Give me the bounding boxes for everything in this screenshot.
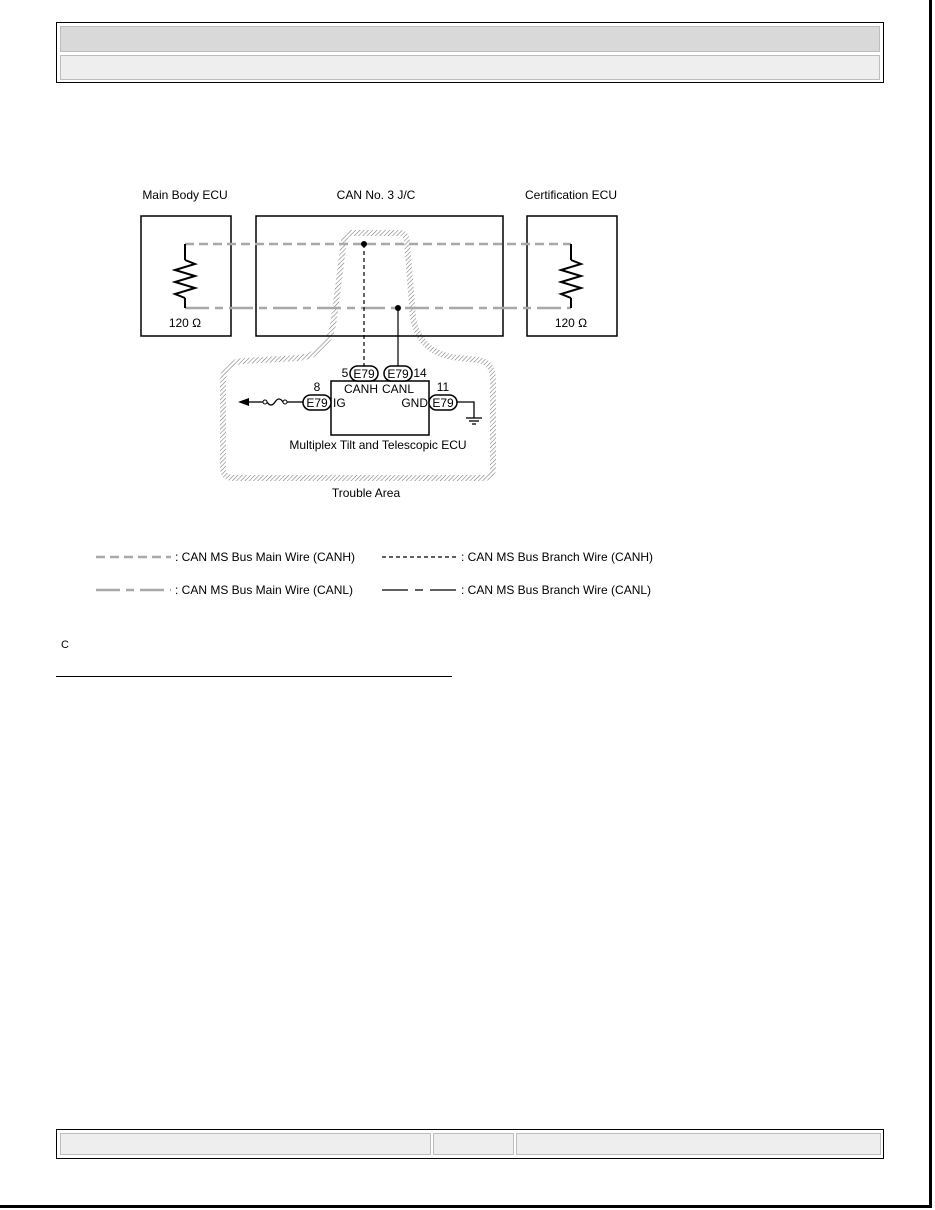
footer-right-cell <box>516 1133 881 1155</box>
svg-text:E79: E79 <box>353 367 375 381</box>
legend <box>96 550 653 597</box>
can-jc-label: CAN No. 3 J/C <box>336 188 416 202</box>
main-body-ecu-label: Main Body ECU <box>142 188 228 202</box>
page-footer <box>56 1129 884 1159</box>
pin-canh: 5 <box>341 366 349 380</box>
pin-gnd: 11 <box>436 380 450 394</box>
right-resistor-value: 120 Ω <box>554 316 588 330</box>
connector-ig <box>303 395 331 410</box>
svg-text:E79: E79 <box>432 396 454 410</box>
pin-canl: 14 <box>413 366 427 380</box>
legend-canh-branch-label: : CAN MS Bus Branch Wire (CANH) <box>461 550 654 564</box>
svg-text:E79: E79 <box>387 367 409 381</box>
canh-terminal-label: CANH <box>343 382 379 396</box>
legend-canh-main-label: : CAN MS Bus Main Wire (CANH) <box>175 550 356 564</box>
connector-canh <box>350 366 378 381</box>
left-resistor-value: 120 Ω <box>168 316 202 330</box>
gnd-terminal-label: GND <box>401 396 428 410</box>
legend-canl-branch-label: : CAN MS Bus Branch Wire (CANL) <box>461 583 652 597</box>
figure-code: C <box>61 639 69 651</box>
ig-terminal-label: IG <box>333 396 346 410</box>
connector-gnd <box>429 395 457 410</box>
ig-supply-wire <box>238 398 303 406</box>
footer-middle-cell <box>433 1133 514 1155</box>
left-resistor <box>175 244 195 308</box>
ecu-name-label: Multiplex Tilt and Telescopic ECU <box>289 438 467 452</box>
pin-ig: 8 <box>313 380 321 394</box>
trouble-area-label: Trouble Area <box>331 486 401 500</box>
ground-icon <box>457 402 482 424</box>
certification-ecu-label: Certification ECU <box>524 188 618 202</box>
connector-canl <box>384 366 412 381</box>
canl-terminal-label: CANL <box>381 382 415 396</box>
section-divider <box>56 676 452 677</box>
legend-canl-main-label: : CAN MS Bus Main Wire (CANL) <box>175 583 354 597</box>
svg-text:E79: E79 <box>306 396 328 410</box>
right-resistor <box>561 244 581 308</box>
footer-left-cell <box>60 1133 431 1155</box>
